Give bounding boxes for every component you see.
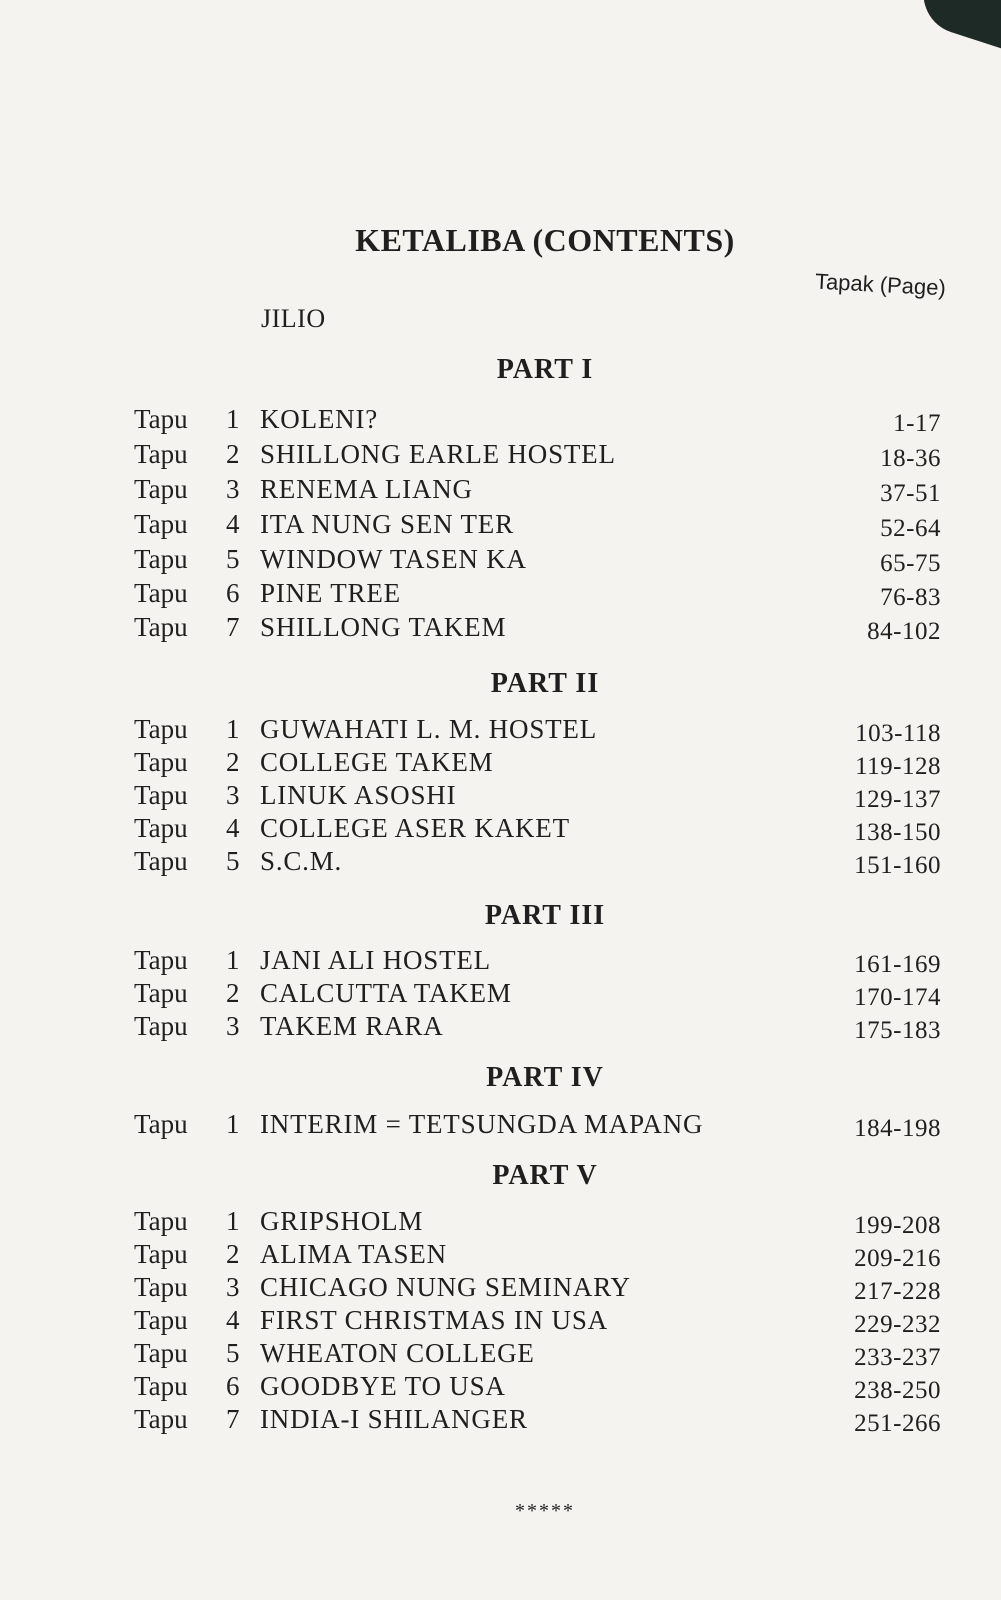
chapter-number: 5: [226, 1338, 240, 1368]
chapter-title: FIRST CHRISTMAS IN USA: [260, 1305, 608, 1335]
toc-row: [0, 1305, 1001, 1339]
chapter-label: Tapu: [134, 846, 188, 876]
chapter-number: 4: [226, 813, 240, 843]
page-corner-shadow: [913, 0, 1001, 57]
chapter-label: Tapu: [134, 780, 188, 810]
toc-row: [0, 578, 1001, 612]
chapter-label: Tapu: [134, 978, 188, 1008]
chapter-pages: 76-83: [880, 584, 941, 611]
chapter-number: 7: [226, 612, 240, 642]
chapter-pages: 37-51: [880, 480, 941, 507]
chapter-title: GRIPSHOLM: [260, 1206, 424, 1236]
toc-row: [0, 404, 1001, 438]
chapter-label: Tapu: [134, 578, 188, 608]
chapter-label: Tapu: [134, 404, 188, 434]
chapter-pages: 129-137: [854, 786, 941, 813]
page-title: KETALIBA (CONTENTS): [355, 222, 735, 258]
chapter-number: 5: [226, 846, 240, 876]
chapter-pages: 84-102: [867, 618, 941, 645]
chapter-number: 3: [226, 1011, 240, 1041]
chapter-title: INTERIM = TETSUNGDA MAPANG: [260, 1109, 704, 1139]
toc-row: [0, 945, 1001, 979]
toc-row: [0, 780, 1001, 814]
toc-row: [0, 813, 1001, 847]
chapter-number: 2: [226, 978, 240, 1008]
chapter-title: RENEMA LIANG: [260, 474, 473, 504]
chapter-number: 4: [226, 509, 240, 539]
chapter-label: Tapu: [134, 544, 188, 574]
chapter-pages: 138-150: [854, 819, 941, 846]
chapter-number: 1: [226, 714, 240, 744]
chapter-label: Tapu: [134, 813, 188, 843]
chapter-title: SHILLONG EARLE HOSTEL: [260, 439, 616, 469]
chapter-label: Tapu: [134, 1272, 188, 1302]
end-mark: *****: [515, 1500, 575, 1522]
chapter-pages: 238-250: [854, 1377, 941, 1404]
toc-row: [0, 1338, 1001, 1372]
chapter-pages: 217-228: [854, 1278, 941, 1305]
chapter-title: CALCUTTA TAKEM: [260, 978, 512, 1008]
chapter-number: 1: [226, 1206, 240, 1236]
chapter-number: 2: [226, 439, 240, 469]
chapter-title: TAKEM RARA: [260, 1011, 444, 1041]
chapter-label: Tapu: [134, 1239, 188, 1269]
part-heading: PART IV: [486, 1062, 604, 1093]
preface-entry: JILIO: [261, 304, 326, 333]
part-heading: PART III: [484, 900, 606, 931]
chapter-title: ALIMA TASEN: [260, 1239, 447, 1269]
toc-row: [0, 978, 1001, 1012]
chapter-title: KOLENI?: [260, 404, 379, 434]
chapter-number: 3: [226, 1272, 240, 1302]
chapter-title: GOODBYE TO USA: [260, 1371, 506, 1401]
chapter-label: Tapu: [134, 1305, 188, 1335]
toc-row: [0, 846, 1001, 880]
chapter-pages: 18-36: [880, 445, 941, 472]
toc-row: [0, 544, 1001, 578]
toc-row: [0, 714, 1001, 748]
toc-row: [0, 1371, 1001, 1405]
chapter-pages: 229-232: [854, 1311, 941, 1338]
chapter-label: Tapu: [134, 509, 188, 539]
chapter-title: COLLEGE ASER KAKET: [260, 813, 570, 843]
chapter-title: LINUK ASOSHI: [260, 780, 457, 810]
chapter-label: Tapu: [134, 439, 188, 469]
chapter-label: Tapu: [134, 1206, 188, 1236]
toc-row: [0, 474, 1001, 508]
chapter-number: 1: [226, 945, 240, 975]
toc-row: [0, 612, 1001, 646]
toc-row: [0, 439, 1001, 473]
chapter-label: Tapu: [134, 714, 188, 744]
chapter-pages: 119-128: [855, 753, 941, 780]
chapter-number: 2: [226, 747, 240, 777]
toc-row: [0, 1109, 1001, 1143]
chapter-number: 2: [226, 1239, 240, 1269]
chapter-label: Tapu: [134, 1011, 188, 1041]
part-heading: PART II: [490, 668, 600, 699]
toc-row: [0, 747, 1001, 781]
chapter-label: Tapu: [134, 1371, 188, 1401]
toc-row: [0, 1404, 1001, 1438]
chapter-title: GUWAHATI L. M. HOSTEL: [260, 714, 598, 744]
part-heading: PART V: [492, 1160, 598, 1191]
chapter-pages: 199-208: [854, 1212, 941, 1239]
part-heading: PART I: [496, 354, 594, 385]
chapter-number: 6: [226, 1371, 240, 1401]
chapter-title: ITA NUNG SEN TER: [260, 509, 514, 539]
chapter-number: 3: [226, 474, 240, 504]
chapter-number: 4: [226, 1305, 240, 1335]
chapter-pages: 1-17: [893, 410, 941, 437]
chapter-pages: 52-64: [880, 515, 941, 542]
toc-row: [0, 1206, 1001, 1240]
chapter-number: 6: [226, 578, 240, 608]
chapter-label: Tapu: [134, 474, 188, 504]
chapter-pages: 184-198: [854, 1115, 941, 1142]
chapter-title: SHILLONG TAKEM: [260, 612, 507, 642]
chapter-label: Tapu: [134, 945, 188, 975]
chapter-title: PINE TREE: [260, 578, 401, 608]
chapter-title: INDIA-I SHILANGER: [260, 1404, 528, 1434]
toc-row: [0, 509, 1001, 543]
page-column-label: Tapak (Page): [814, 268, 947, 301]
chapter-title: CHICAGO NUNG SEMINARY: [260, 1272, 631, 1302]
chapter-pages: 251-266: [854, 1410, 941, 1437]
chapter-pages: 233-237: [854, 1344, 941, 1371]
chapter-title: S.C.M.: [260, 846, 343, 876]
toc-row: [0, 1011, 1001, 1045]
chapter-pages: 209-216: [854, 1245, 941, 1272]
chapter-pages: 175-183: [854, 1017, 941, 1044]
chapter-label: Tapu: [134, 747, 188, 777]
chapter-pages: 170-174: [854, 984, 941, 1011]
chapter-title: WINDOW TASEN KA: [260, 544, 527, 574]
chapter-number: 1: [226, 404, 240, 434]
chapter-title: COLLEGE TAKEM: [260, 747, 494, 777]
toc-row: [0, 1239, 1001, 1273]
chapter-number: 5: [226, 544, 240, 574]
chapter-label: Tapu: [134, 1338, 188, 1368]
chapter-number: 1: [226, 1109, 240, 1139]
chapter-pages: 65-75: [880, 550, 941, 577]
toc-row: [0, 1272, 1001, 1306]
chapter-number: 7: [226, 1404, 240, 1434]
chapter-pages: 103-118: [855, 720, 941, 747]
chapter-pages: 161-169: [854, 951, 941, 978]
chapter-number: 3: [226, 780, 240, 810]
chapter-label: Tapu: [134, 1109, 188, 1139]
chapter-title: WHEATON COLLEGE: [260, 1338, 535, 1368]
chapter-pages: 151-160: [854, 852, 941, 879]
chapter-title: JANI ALI HOSTEL: [260, 945, 491, 975]
chapter-label: Tapu: [134, 612, 188, 642]
chapter-label: Tapu: [134, 1404, 188, 1434]
